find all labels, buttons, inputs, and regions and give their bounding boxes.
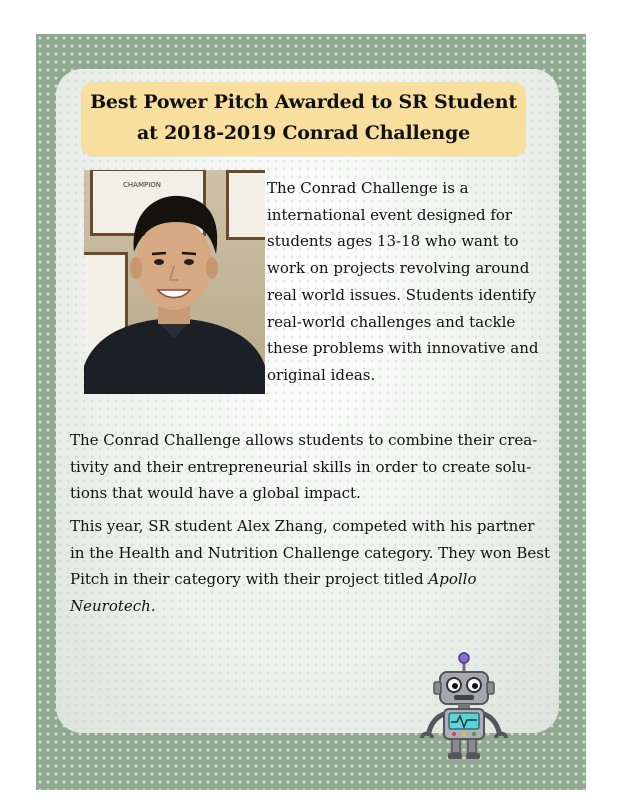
challenge-description: The Conrad Challenge allows students to combine their crea-tivity and their entrepreneurial skills in order to create solu-tions that would have a global impact. xyxy=(70,431,538,502)
intro-paragraph: The Conrad Challenge is a international event designed for students ages 13-18 who want to work on projects revolving around real world issues. Students identify real-world challenges and tackle these problems with innovative and original ideas. xyxy=(267,179,539,384)
project-name: Apollo Neurotech xyxy=(70,570,477,615)
award-paragraph xyxy=(70,513,550,619)
title-banner xyxy=(81,82,526,156)
plaque-text: CHAMPION xyxy=(123,181,162,189)
title-line-2: at 2018-2019 Conrad Challenge xyxy=(137,122,470,144)
robot-icon xyxy=(416,652,512,760)
portrait-illustration xyxy=(84,170,265,394)
student-photo xyxy=(84,170,265,394)
award-end: . xyxy=(150,596,156,615)
award-text: This year, SR student Alex Zhang, competed with his partner in the Health and Nutrition Challenge category. They won Best Pitch in their category with their project titled xyxy=(70,517,550,588)
title-line-1: Best Power Pitch Awarded to SR Student xyxy=(90,91,517,113)
content-card xyxy=(56,69,559,733)
